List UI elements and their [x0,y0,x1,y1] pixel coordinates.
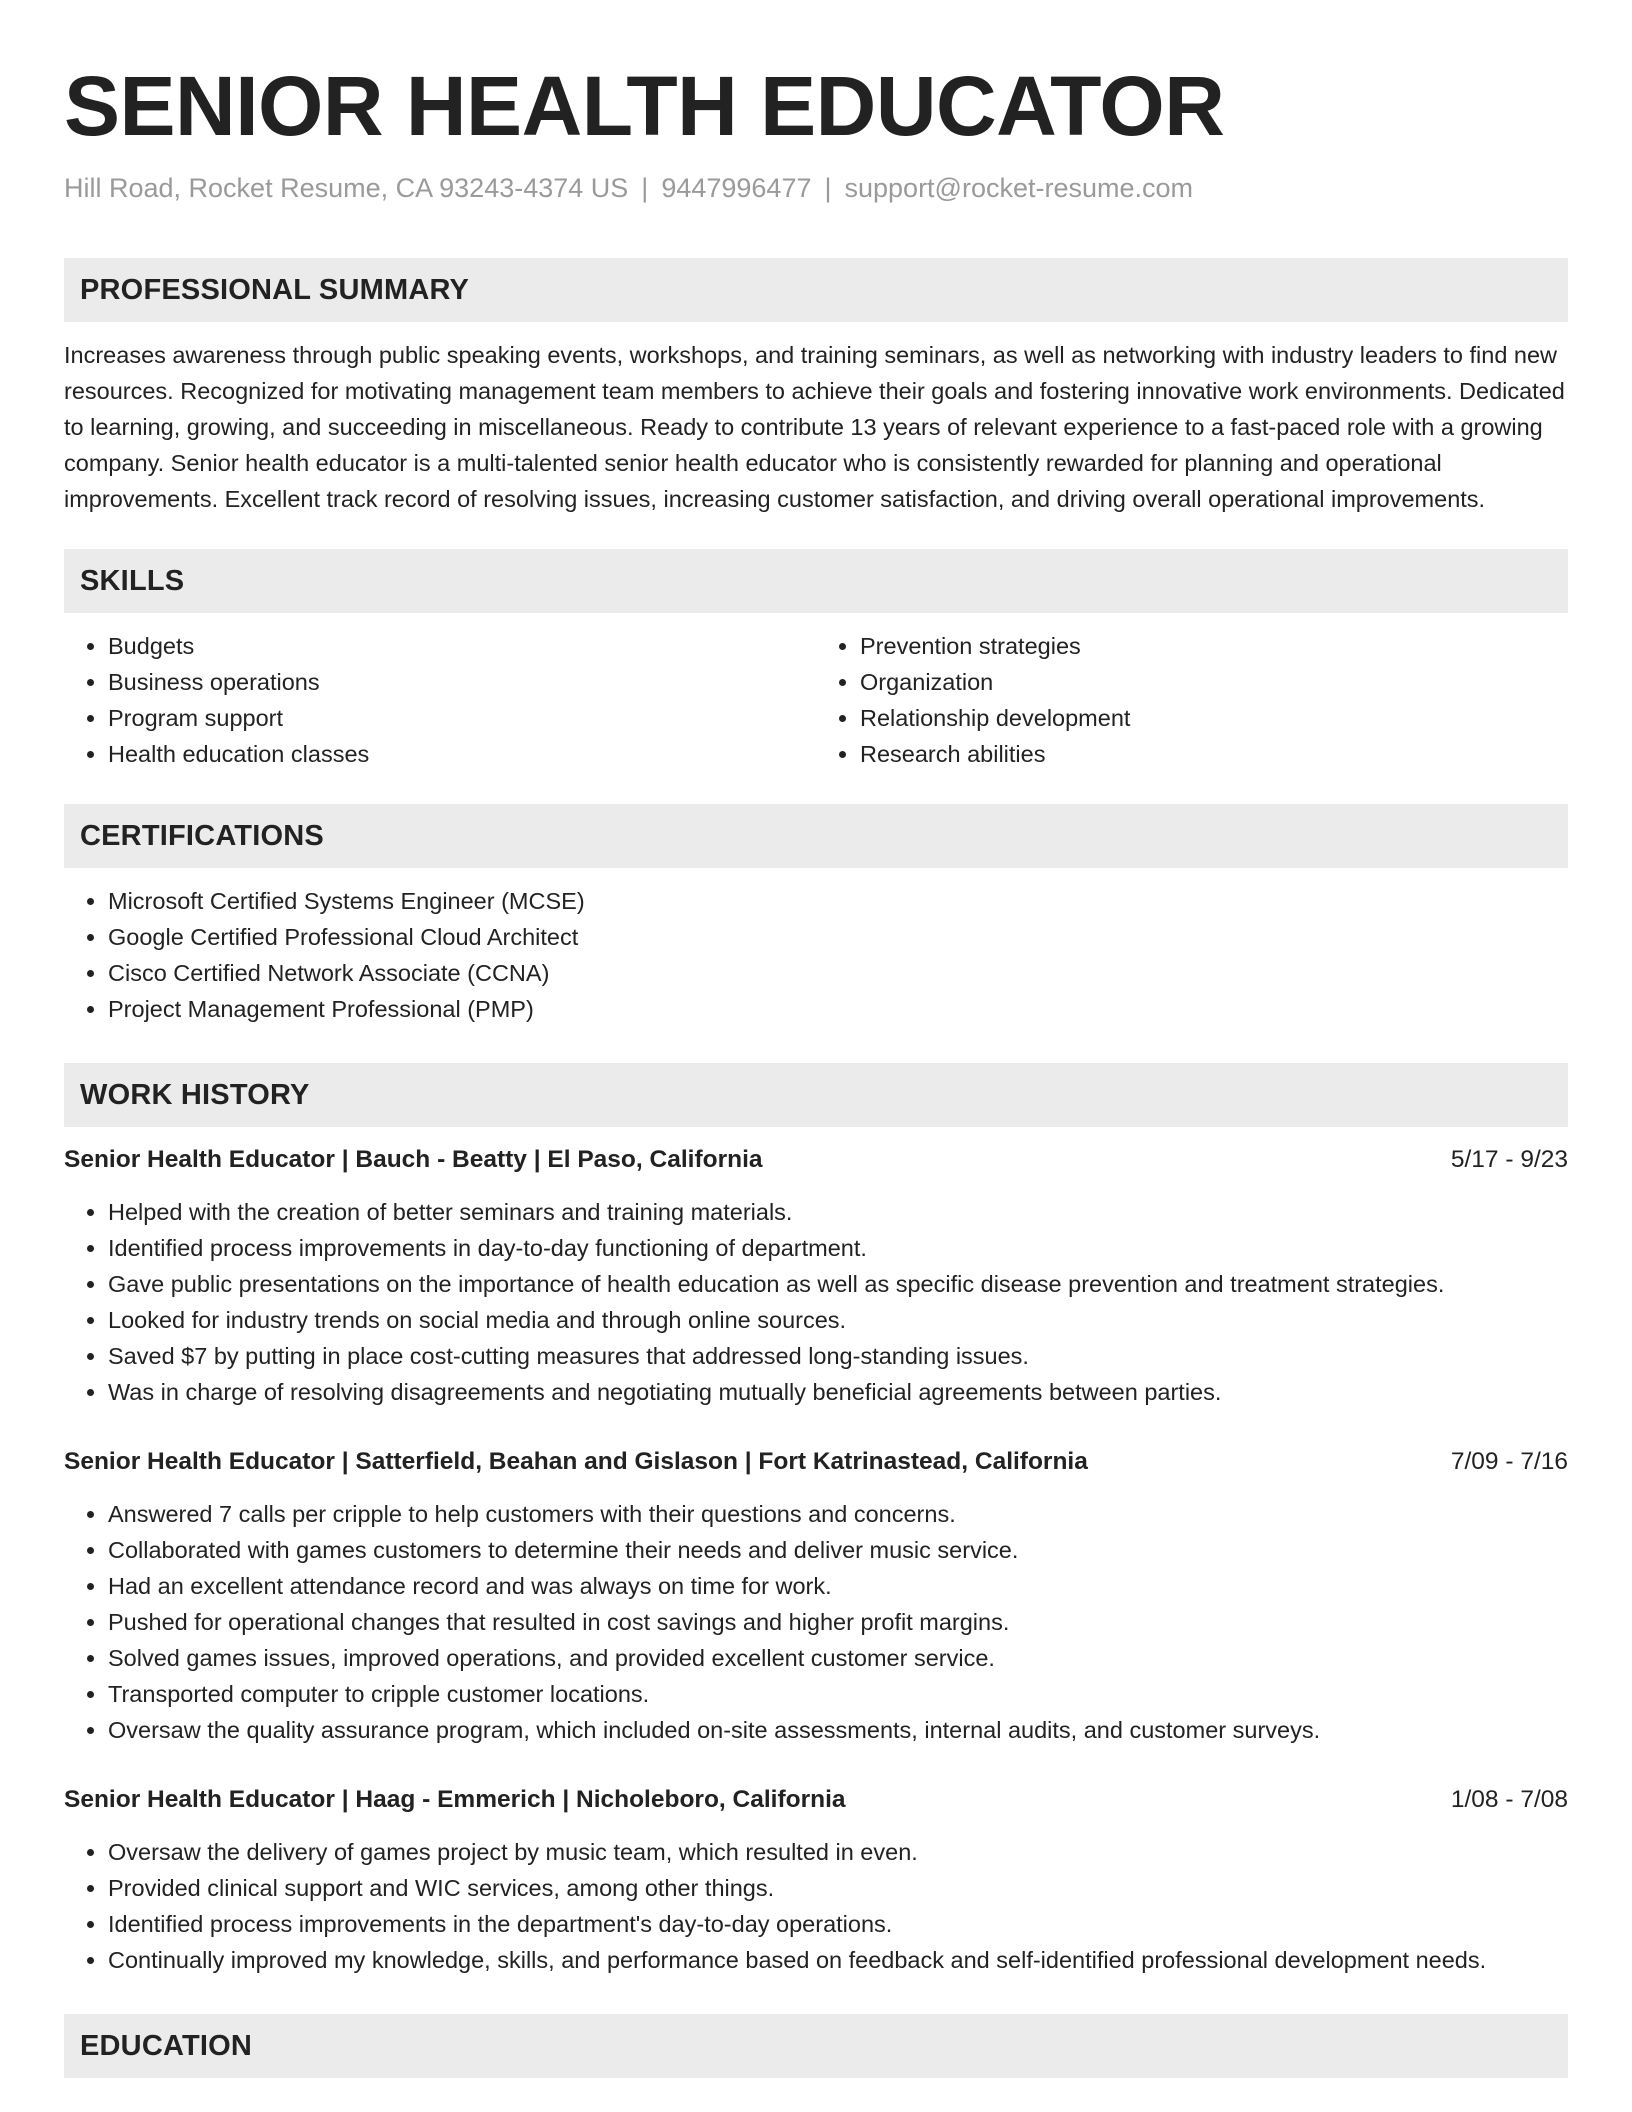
job-bullet: • Gave public presentations on the importance of health education as well as specific disease prevention and treatment strategies. [108,1266,1568,1302]
job-bullet: • Solved games issues, improved operations, and provided excellent customer service. [108,1640,1568,1676]
skill-item: • Business operations [108,664,816,700]
job-dates: 7/09 - 7/16 [1450,1448,1568,1475]
job-entry [64,1782,1568,1978]
skill-item: • Program support [108,700,816,736]
job-bullet: • Identified process improvements in the department's day-to-day operations. [108,1906,1568,1942]
job-bullet: • Answered 7 calls per cripple to help customers with their questions and concerns. [108,1496,1568,1532]
job-bullet: • Identified process improvements in day-to-day functioning of department. [108,1230,1568,1266]
job-bullet: • Had an excellent attendance record and was always on time for work. [108,1568,1568,1604]
job-bullets [64,1834,1568,1978]
job-bullet: • Continually improved my knowledge, skills, and performance based on feedback and self-identified professional development needs. [108,1942,1568,1978]
job-header [64,1444,1568,1480]
certification-item: • Project Management Professional (PMP) [108,991,1568,1027]
job-entry [64,1142,1568,1410]
skill-item: • Relationship development [860,700,1568,736]
contact-email: support@rocket-resume.com [844,173,1194,203]
job-bullet: • Oversaw the delivery of games project by music team, which resulted in even. [108,1834,1568,1870]
job-header [64,1142,1568,1178]
job-bullet: • Collaborated with games customers to determine their needs and deliver music service. [108,1532,1568,1568]
job-bullets [64,1496,1568,1748]
job-bullet: • Provided clinical support and WIC services, among other things. [108,1870,1568,1906]
skill-item: • Prevention strategies [860,628,1568,664]
certifications-list [64,883,1568,1027]
job-title: Senior Health Educator | Satterfield, Beahan and Gislason | Fort Katrinastead, California [64,1448,1088,1475]
skill-item: • Health education classes [108,736,816,772]
job-header [64,1782,1568,1818]
job-bullet: • Helped with the creation of better seminars and training materials. [108,1194,1568,1230]
contact-separator: | [641,173,649,203]
job-bullet: • Saved $7 by putting in place cost-cutting measures that addressed long-standing issues. [108,1338,1568,1374]
contact-phone: 9447996477 [661,173,812,203]
job-dates: 1/08 - 7/08 [1450,1786,1568,1813]
job-entry [64,1444,1568,1748]
section-heading-certifications: CERTIFICATIONS [64,804,1568,868]
job-bullet: • Pushed for operational changes that resulted in cost savings and higher profit margins. [108,1604,1568,1640]
job-title: Senior Health Educator | Haag - Emmerich | Nicholeboro, California [64,1786,846,1813]
section-heading-work-history: WORK HISTORY [64,1063,1568,1127]
job-bullet: • Was in charge of resolving disagreements and negotiating mutually beneficial agreements between parties. [108,1374,1568,1410]
section-heading-education: EDUCATION [64,2014,1568,2078]
skill-item: • Research abilities [860,736,1568,772]
certification-item: • Cisco Certified Network Associate (CCNA) [108,955,1568,991]
certification-item: • Google Certified Professional Cloud Architect [108,919,1568,955]
contact-line [64,170,1568,206]
job-bullets [64,1194,1568,1410]
job-bullet: • Looked for industry trends on social media and through online sources. [108,1302,1568,1338]
section-heading-summary: PROFESSIONAL SUMMARY [64,258,1568,322]
job-bullet: • Oversaw the quality assurance program, which included on-site assessments, internal audits, and customer surveys. [108,1712,1568,1748]
skill-item: • Budgets [108,628,816,664]
resume-name: SENIOR HEALTH EDUCATOR [64,59,1225,153]
summary-text: Increases awareness through public speaking events, workshops, and training seminars, as well as networking with industry leaders to find new resources. Recognized for motivating management team members to achieve their goals and fostering innovative work environments. Dedicated to learning, growing, and succeeding in miscellaneous. Ready to contribute 13 years of relevant experience to a fast-paced role with a growing company. Senior health educator is a multi-talented senior health educator who is consistently rewarded for planning and operational improvements. Excellent track record of resolving issues, increasing customer satisfaction, and driving overall operational improvements. [64,342,1565,512]
skills-list-left [64,628,816,772]
contact-separator: | [824,173,832,203]
certification-item: • Microsoft Certified Systems Engineer (MCSE) [108,883,1568,919]
skills-columns [64,628,1568,772]
section-heading-skills: SKILLS [64,549,1568,613]
contact-address: Hill Road, Rocket Resume, CA 93243-4374 US [64,173,629,203]
job-title: Senior Health Educator | Bauch - Beatty | El Paso, California [64,1146,763,1173]
skill-item: • Organization [860,664,1568,700]
skills-list-right [816,628,1568,772]
job-bullet: • Transported computer to cripple customer locations. [108,1676,1568,1712]
job-dates: 5/17 - 9/23 [1450,1146,1568,1173]
